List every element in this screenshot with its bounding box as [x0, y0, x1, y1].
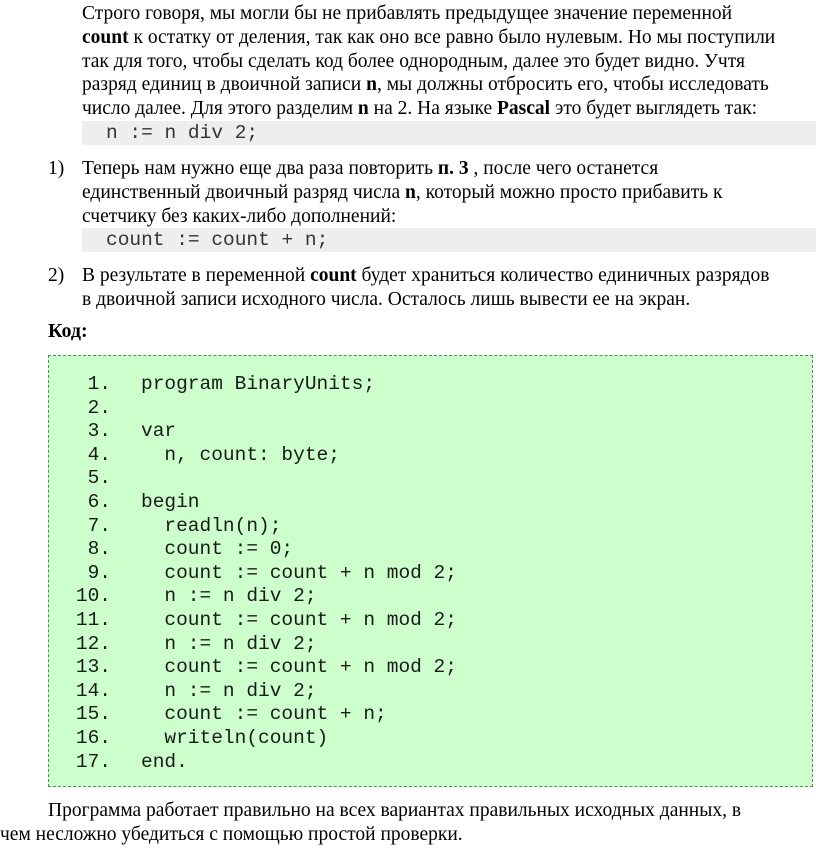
- intro-line-1: Строго говоря, мы могли бы не прибавлять предыдущее значение переменной: [82, 3, 733, 24]
- code-line: [49, 727, 812, 751]
- item-2-number: 2): [48, 265, 65, 286]
- code-text: count := count + n;: [141, 703, 387, 726]
- intro-line-4: [82, 73, 816, 97]
- code-line: [49, 562, 812, 586]
- code-line: [49, 467, 812, 491]
- line-number: 14.: [75, 679, 111, 702]
- code-line: [49, 680, 812, 704]
- line-number: 11.: [75, 609, 111, 631]
- item-1-line-2a: единственный двоичный разряд числа: [82, 182, 406, 203]
- item-1-line-2b: , который можно просто прибавить к: [415, 182, 723, 203]
- code-line: [49, 751, 812, 775]
- item-1-line-1: [82, 157, 816, 181]
- item-1-line-1a: Теперь нам нужно еще два раза повторить: [82, 158, 438, 179]
- code-line: [49, 420, 812, 444]
- code-listing: [48, 355, 813, 787]
- code-text: begin: [141, 491, 200, 513]
- code-text: n := n div 2;: [141, 679, 317, 702]
- code-heading: Код:: [48, 320, 88, 342]
- code-text: end.: [141, 750, 188, 773]
- intro-line-5c: это будет выглядеть так:: [550, 98, 758, 119]
- line-number: 3.: [87, 420, 111, 443]
- code-text: n := n div 2;: [141, 632, 317, 655]
- code-line: [49, 515, 812, 539]
- code-line: [49, 633, 812, 657]
- code-text: count := count + n mod 2;: [141, 561, 457, 584]
- line-number: 10.: [75, 585, 111, 608]
- intro-line-5b: на 2. На языке: [368, 98, 498, 119]
- line-number: 4.: [87, 443, 111, 466]
- item-2-line-1: [82, 264, 816, 288]
- item-2-line-1a: В результате в переменной: [82, 265, 311, 286]
- code-line: [49, 491, 812, 515]
- line-number: 2.: [87, 396, 111, 419]
- code-text: count := 0;: [141, 538, 294, 561]
- intro-line-5a: число далее. Для этого разделим: [82, 98, 358, 119]
- item-2-line-1b: будет храниться количество единичных разрядов: [356, 265, 770, 286]
- line-number: 13.: [75, 656, 111, 679]
- code-line: [49, 656, 812, 680]
- pascal-word: Pascal: [497, 98, 551, 119]
- intro-line-2: [82, 26, 816, 50]
- count-keyword: count: [310, 265, 357, 286]
- line-number: 7.: [87, 514, 111, 537]
- line-number: 15.: [75, 703, 111, 726]
- code-line: [49, 538, 812, 562]
- code-text: readln(n);: [141, 514, 282, 537]
- count-keyword: count: [82, 27, 129, 48]
- code-text: n := n div 2;: [141, 585, 317, 608]
- code-line: [49, 703, 812, 727]
- code-line: [49, 585, 812, 609]
- line-number: 16.: [75, 727, 111, 749]
- line-number: 8.: [87, 538, 111, 561]
- code-text: writeln(count): [141, 727, 329, 749]
- intro-line-4b: , мы должны отбросить его, чтобы исследовать: [376, 74, 769, 95]
- item-1-line-2: [82, 181, 816, 205]
- intro-line-3: так для того, чтобы сделать код более однородным, далее это будет видно. Учтя: [82, 51, 745, 72]
- code-line: [49, 609, 812, 633]
- line-number: 17.: [75, 750, 111, 773]
- line-number: 6.: [87, 491, 111, 513]
- inline-code-count: count := count + n;: [82, 228, 816, 252]
- line-number: 12.: [75, 632, 111, 655]
- item-1-line-3: счетчику без каких-либо дополнений:: [82, 206, 397, 227]
- intro-line-2-text: к остатку от деления, так как оно все равно было нулевым. Но мы поступили: [128, 27, 776, 48]
- line-number: 1.: [87, 373, 111, 395]
- line-number: 5.: [87, 467, 111, 490]
- n-variable: n: [405, 182, 416, 203]
- code-line: [49, 397, 812, 421]
- final-line-2: чем несложно убедиться с помощью простой проверки.: [0, 824, 463, 845]
- step-reference: п. 3: [437, 158, 469, 179]
- line-number: 9.: [87, 561, 111, 584]
- final-line-1: Программа работает правильно на всех вариантах правильных исходных данных, в: [48, 800, 742, 821]
- intro-line-5: [82, 97, 816, 121]
- intro-line-4a: разряд единиц в двоичной записи: [82, 74, 367, 95]
- inline-code-div: n := n div 2;: [82, 121, 816, 145]
- item-2-line-2: в двоичной записи исходного числа. Осталось лишь вывести ее на экран.: [82, 289, 691, 310]
- item-1-line-1b: , после чего останется: [468, 158, 659, 179]
- item-1-number: 1): [48, 158, 65, 179]
- code-text: var: [141, 420, 177, 443]
- code-text: count := count + n mod 2;: [141, 609, 457, 631]
- code-line: [49, 444, 812, 468]
- n-variable: n: [357, 98, 369, 119]
- n-variable: n: [366, 74, 377, 95]
- code-line: [49, 373, 812, 397]
- code-text: n, count: byte;: [141, 443, 340, 466]
- code-text: count := count + n mod 2;: [141, 656, 457, 679]
- code-text: program BinaryUnits;: [141, 373, 376, 395]
